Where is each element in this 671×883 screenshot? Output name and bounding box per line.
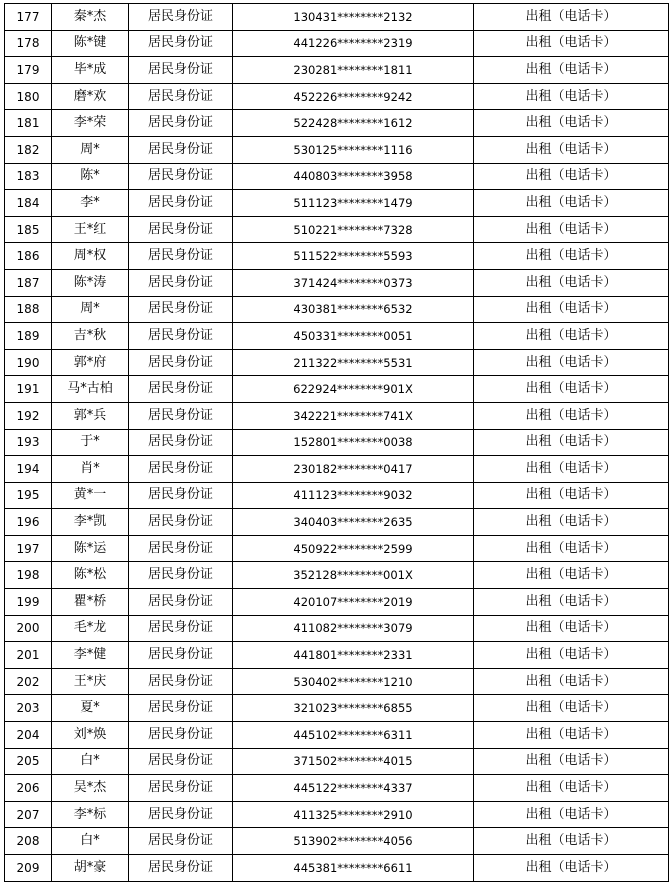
id-number-cell: 522428********1612 [233, 110, 474, 137]
purpose-cell: 出租（电话卡） [474, 83, 669, 110]
table-row [5, 4, 669, 31]
name-cell: 陈* [52, 163, 129, 190]
id-number-cell: 445102********6311 [233, 722, 474, 749]
table-row [5, 269, 669, 296]
name-cell: 陈*键 [52, 30, 129, 57]
name-cell: 王*红 [52, 216, 129, 243]
id-number-cell: 342221********741X [233, 402, 474, 429]
name-cell: 李*标 [52, 801, 129, 828]
table-row [5, 642, 669, 669]
table-row [5, 402, 669, 429]
purpose-cell: 出租（电话卡） [474, 535, 669, 562]
id-number-cell: 450331********0051 [233, 323, 474, 350]
row-number-cell: 182 [5, 136, 52, 163]
table-row [5, 509, 669, 536]
purpose-cell: 出租（电话卡） [474, 163, 669, 190]
table-row [5, 748, 669, 775]
purpose-cell: 出租（电话卡） [474, 349, 669, 376]
document-type-cell: 居民身份证 [129, 243, 233, 270]
document-type-cell: 居民身份证 [129, 110, 233, 137]
row-number-cell: 192 [5, 402, 52, 429]
id-number-cell: 530125********1116 [233, 136, 474, 163]
document-type-cell: 居民身份证 [129, 349, 233, 376]
row-number-cell: 195 [5, 482, 52, 509]
id-number-cell: 511123********1479 [233, 190, 474, 217]
row-number-cell: 178 [5, 30, 52, 57]
id-number-cell: 371424********0373 [233, 269, 474, 296]
purpose-cell: 出租（电话卡） [474, 376, 669, 403]
name-cell: 吉*秋 [52, 323, 129, 350]
document-type-cell: 居民身份证 [129, 722, 233, 749]
row-number-cell: 187 [5, 269, 52, 296]
document-type-cell: 居民身份证 [129, 668, 233, 695]
purpose-cell: 出租（电话卡） [474, 323, 669, 350]
table-row [5, 30, 669, 57]
table-row [5, 323, 669, 350]
document-type-cell: 居民身份证 [129, 376, 233, 403]
row-number-cell: 190 [5, 349, 52, 376]
name-cell: 于* [52, 429, 129, 456]
id-number-cell: 411325********2910 [233, 801, 474, 828]
row-number-cell: 185 [5, 216, 52, 243]
id-number-cell: 513902********4056 [233, 828, 474, 855]
table-row [5, 243, 669, 270]
id-number-cell: 622924********901X [233, 376, 474, 403]
row-number-cell: 180 [5, 83, 52, 110]
id-number-cell: 211322********5531 [233, 349, 474, 376]
purpose-cell: 出租（电话卡） [474, 775, 669, 802]
purpose-cell: 出租（电话卡） [474, 509, 669, 536]
name-cell: 李*健 [52, 642, 129, 669]
document-type-cell: 居民身份证 [129, 482, 233, 509]
id-number-cell: 430381********6532 [233, 296, 474, 323]
purpose-cell: 出租（电话卡） [474, 668, 669, 695]
purpose-cell: 出租（电话卡） [474, 722, 669, 749]
table-row [5, 482, 669, 509]
document-type-cell: 居民身份证 [129, 4, 233, 31]
table-row [5, 828, 669, 855]
row-number-cell: 177 [5, 4, 52, 31]
purpose-cell: 出租（电话卡） [474, 615, 669, 642]
id-number-cell: 445122********4337 [233, 775, 474, 802]
purpose-cell: 出租（电话卡） [474, 269, 669, 296]
name-cell: 周*权 [52, 243, 129, 270]
table-row [5, 57, 669, 84]
row-number-cell: 194 [5, 456, 52, 483]
purpose-cell: 出租（电话卡） [474, 828, 669, 855]
purpose-cell: 出租（电话卡） [474, 216, 669, 243]
purpose-cell: 出租（电话卡） [474, 4, 669, 31]
document-type-cell: 居民身份证 [129, 562, 233, 589]
table-row [5, 163, 669, 190]
document-type-cell: 居民身份证 [129, 615, 233, 642]
document-type-cell: 居民身份证 [129, 190, 233, 217]
row-number-cell: 207 [5, 801, 52, 828]
document-type-cell: 居民身份证 [129, 509, 233, 536]
id-number-cell: 511522********5593 [233, 243, 474, 270]
row-number-cell: 183 [5, 163, 52, 190]
table-row [5, 855, 669, 882]
name-cell: 吴*杰 [52, 775, 129, 802]
purpose-cell: 出租（电话卡） [474, 855, 669, 882]
row-number-cell: 196 [5, 509, 52, 536]
id-number-cell: 352128********001X [233, 562, 474, 589]
row-number-cell: 204 [5, 722, 52, 749]
purpose-cell: 出租（电话卡） [474, 695, 669, 722]
id-number-cell: 441226********2319 [233, 30, 474, 57]
document-type-cell: 居民身份证 [129, 57, 233, 84]
name-cell: 磨*欢 [52, 83, 129, 110]
document-type-cell: 居民身份证 [129, 136, 233, 163]
name-cell: 陈*运 [52, 535, 129, 562]
name-cell: 李* [52, 190, 129, 217]
purpose-cell: 出租（电话卡） [474, 110, 669, 137]
purpose-cell: 出租（电话卡） [474, 589, 669, 616]
row-number-cell: 184 [5, 190, 52, 217]
table-row [5, 376, 669, 403]
name-cell: 郭*府 [52, 349, 129, 376]
name-cell: 陈*涛 [52, 269, 129, 296]
document-type-cell: 居民身份证 [129, 83, 233, 110]
document-type-cell: 居民身份证 [129, 855, 233, 882]
records-table-body [5, 4, 669, 882]
purpose-cell: 出租（电话卡） [474, 57, 669, 84]
id-number-cell: 452226********9242 [233, 83, 474, 110]
table-row [5, 615, 669, 642]
row-number-cell: 201 [5, 642, 52, 669]
name-cell: 白* [52, 828, 129, 855]
row-number-cell: 191 [5, 376, 52, 403]
table-row [5, 136, 669, 163]
records-table [4, 3, 669, 882]
name-cell: 周* [52, 136, 129, 163]
purpose-cell: 出租（电话卡） [474, 402, 669, 429]
purpose-cell: 出租（电话卡） [474, 30, 669, 57]
row-number-cell: 205 [5, 748, 52, 775]
purpose-cell: 出租（电话卡） [474, 136, 669, 163]
name-cell: 胡*豪 [52, 855, 129, 882]
document-type-cell: 居民身份证 [129, 30, 233, 57]
row-number-cell: 209 [5, 855, 52, 882]
table-row [5, 589, 669, 616]
document-type-cell: 居民身份证 [129, 323, 233, 350]
name-cell: 秦*杰 [52, 4, 129, 31]
name-cell: 夏* [52, 695, 129, 722]
id-number-cell: 152801********0038 [233, 429, 474, 456]
id-number-cell: 411082********3079 [233, 615, 474, 642]
table-row [5, 216, 669, 243]
row-number-cell: 189 [5, 323, 52, 350]
name-cell: 黄*一 [52, 482, 129, 509]
row-number-cell: 179 [5, 57, 52, 84]
id-number-cell: 371502********4015 [233, 748, 474, 775]
name-cell: 瞿*桥 [52, 589, 129, 616]
table-row [5, 456, 669, 483]
document-type-cell: 居民身份证 [129, 748, 233, 775]
purpose-cell: 出租（电话卡） [474, 642, 669, 669]
document-type-cell: 居民身份证 [129, 429, 233, 456]
document-type-cell: 居民身份证 [129, 775, 233, 802]
document-type-cell: 居民身份证 [129, 296, 233, 323]
purpose-cell: 出租（电话卡） [474, 243, 669, 270]
id-number-cell: 340403********2635 [233, 509, 474, 536]
row-number-cell: 206 [5, 775, 52, 802]
row-number-cell: 202 [5, 668, 52, 695]
table-row [5, 429, 669, 456]
id-number-cell: 440803********3958 [233, 163, 474, 190]
id-number-cell: 441801********2331 [233, 642, 474, 669]
table-row [5, 668, 669, 695]
document-type-cell: 居民身份证 [129, 216, 233, 243]
table-row [5, 110, 669, 137]
document-type-cell: 居民身份证 [129, 535, 233, 562]
table-row [5, 296, 669, 323]
table-row [5, 562, 669, 589]
name-cell: 刘*焕 [52, 722, 129, 749]
id-number-cell: 230281********1811 [233, 57, 474, 84]
table-row [5, 83, 669, 110]
table-row [5, 801, 669, 828]
purpose-cell: 出租（电话卡） [474, 456, 669, 483]
name-cell: 李*凯 [52, 509, 129, 536]
name-cell: 肖* [52, 456, 129, 483]
purpose-cell: 出租（电话卡） [474, 562, 669, 589]
row-number-cell: 181 [5, 110, 52, 137]
purpose-cell: 出租（电话卡） [474, 429, 669, 456]
name-cell: 毛*龙 [52, 615, 129, 642]
id-number-cell: 510221********7328 [233, 216, 474, 243]
purpose-cell: 出租（电话卡） [474, 748, 669, 775]
table-row [5, 535, 669, 562]
row-number-cell: 199 [5, 589, 52, 616]
row-number-cell: 200 [5, 615, 52, 642]
document-type-cell: 居民身份证 [129, 163, 233, 190]
id-number-cell: 450922********2599 [233, 535, 474, 562]
purpose-cell: 出租（电话卡） [474, 190, 669, 217]
id-number-cell: 230182********0417 [233, 456, 474, 483]
document-type-cell: 居民身份证 [129, 589, 233, 616]
document-type-cell: 居民身份证 [129, 828, 233, 855]
id-number-cell: 420107********2019 [233, 589, 474, 616]
name-cell: 毕*成 [52, 57, 129, 84]
id-number-cell: 445381********6611 [233, 855, 474, 882]
row-number-cell: 188 [5, 296, 52, 323]
table-row [5, 722, 669, 749]
name-cell: 郭*兵 [52, 402, 129, 429]
document-type-cell: 居民身份证 [129, 269, 233, 296]
row-number-cell: 208 [5, 828, 52, 855]
row-number-cell: 198 [5, 562, 52, 589]
row-number-cell: 197 [5, 535, 52, 562]
table-row [5, 695, 669, 722]
id-number-cell: 321023********6855 [233, 695, 474, 722]
name-cell: 马*古柏 [52, 376, 129, 403]
document-type-cell: 居民身份证 [129, 402, 233, 429]
name-cell: 王*庆 [52, 668, 129, 695]
purpose-cell: 出租（电话卡） [474, 482, 669, 509]
name-cell: 白* [52, 748, 129, 775]
document-type-cell: 居民身份证 [129, 456, 233, 483]
name-cell: 周* [52, 296, 129, 323]
purpose-cell: 出租（电话卡） [474, 801, 669, 828]
name-cell: 李*荣 [52, 110, 129, 137]
row-number-cell: 193 [5, 429, 52, 456]
purpose-cell: 出租（电话卡） [474, 296, 669, 323]
id-number-cell: 411123********9032 [233, 482, 474, 509]
document-type-cell: 居民身份证 [129, 642, 233, 669]
id-number-cell: 130431********2132 [233, 4, 474, 31]
row-number-cell: 203 [5, 695, 52, 722]
document-type-cell: 居民身份证 [129, 695, 233, 722]
table-row [5, 190, 669, 217]
table-row [5, 349, 669, 376]
row-number-cell: 186 [5, 243, 52, 270]
name-cell: 陈*松 [52, 562, 129, 589]
table-row [5, 775, 669, 802]
id-number-cell: 530402********1210 [233, 668, 474, 695]
document-type-cell: 居民身份证 [129, 801, 233, 828]
